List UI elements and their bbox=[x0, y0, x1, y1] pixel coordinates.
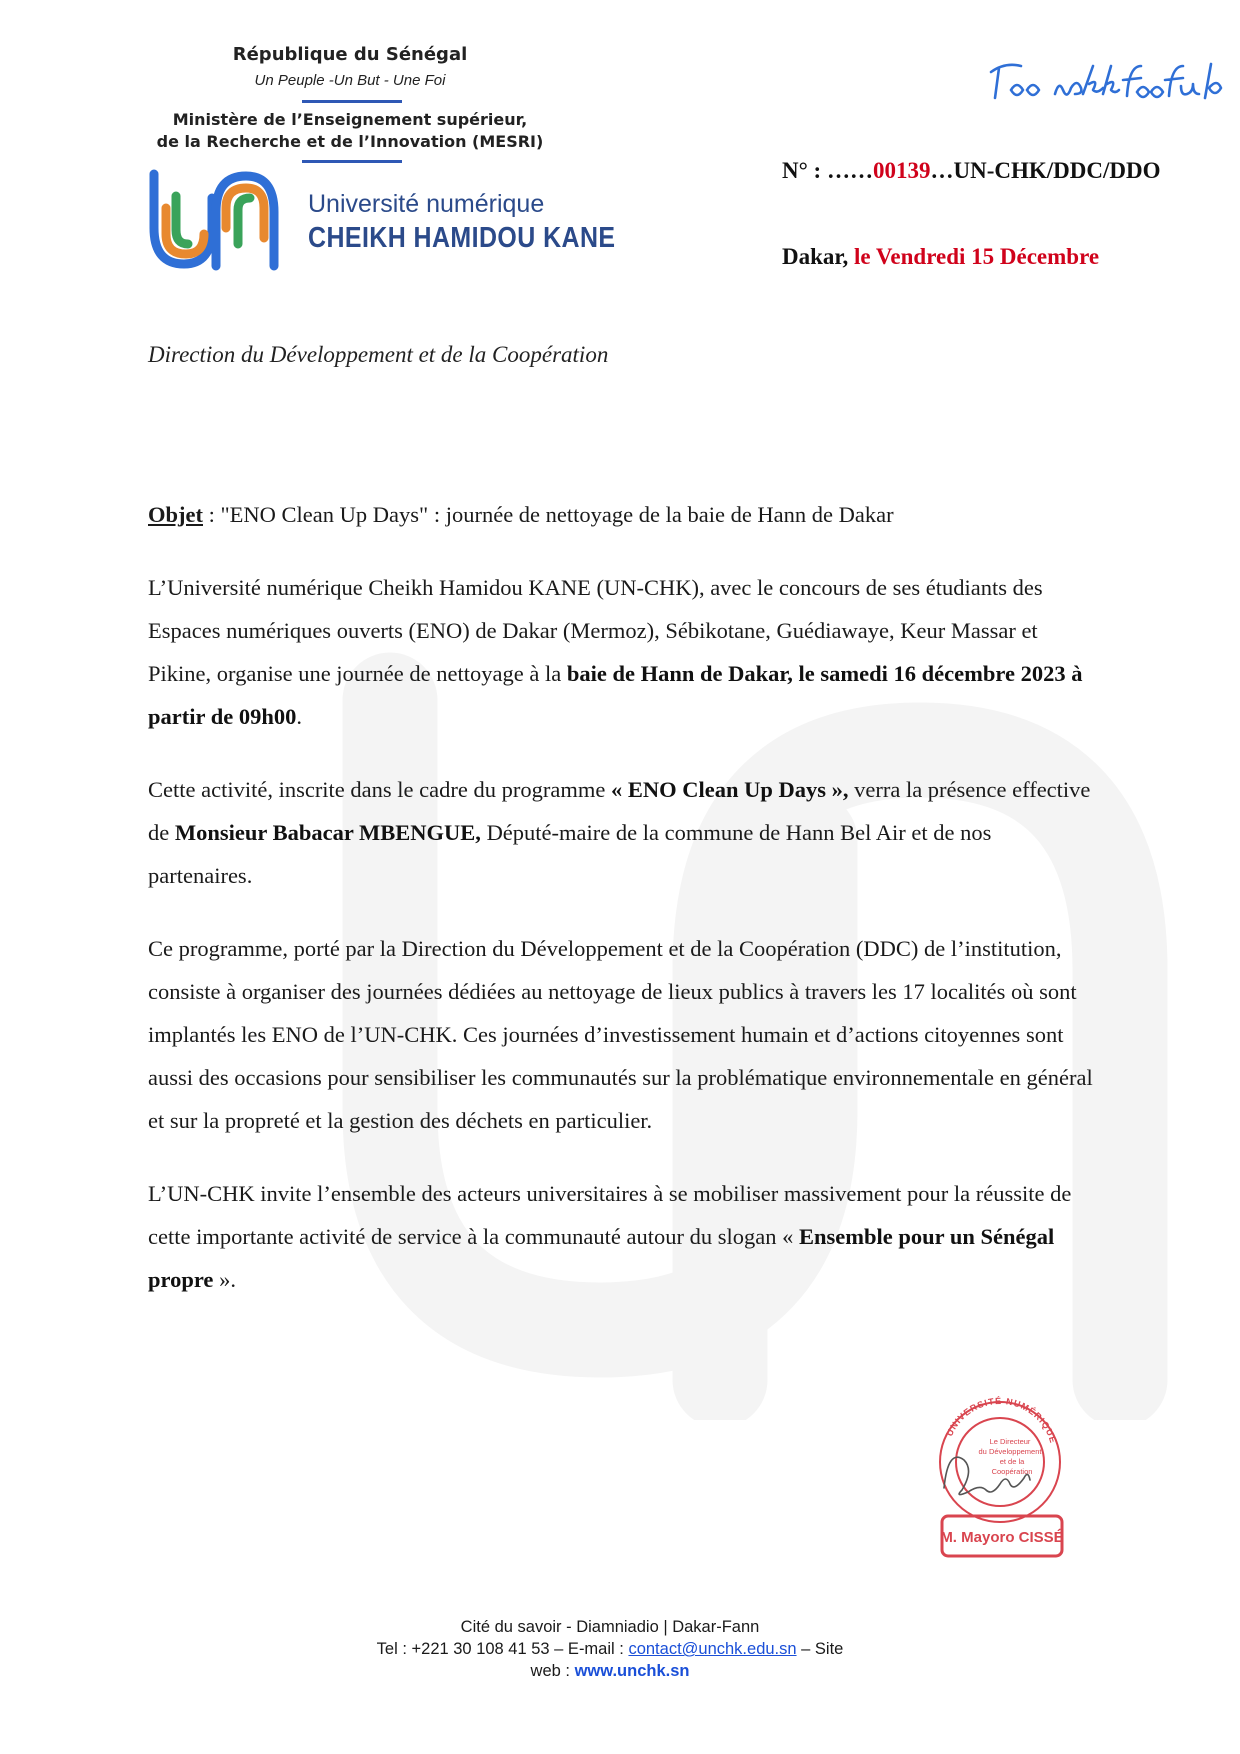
paragraph-4-end: ». bbox=[213, 1267, 236, 1292]
object-label: Objet bbox=[148, 502, 203, 527]
footer-phone: Tel : +221 30 108 41 53 – E-mail : bbox=[376, 1640, 629, 1658]
svg-text:Coopération: Coopération bbox=[991, 1467, 1033, 1476]
svg-text:du Développement: du Développement bbox=[978, 1447, 1042, 1456]
university-name-line-1: Université numérique bbox=[308, 190, 545, 218]
svg-text:UNIVERSITÉ NUMÉRIQUE: UNIVERSITÉ NUMÉRIQUE bbox=[944, 1395, 1059, 1445]
paragraph-2 bbox=[148, 768, 1098, 897]
footer-address: Cité du savoir - Diamniadio | Dakar-Fann bbox=[460, 1618, 760, 1636]
ministry-line-1: Ministère de l’Enseignement supérieur, bbox=[172, 110, 528, 129]
paragraph-3: Ce programme, porté par la Direction du Développement et de la Coopération (DDC) de l’institution, consiste à organiser des journées dédiées au nettoyage de lieux publics à travers les 17 localités où sont implantés les ENO de l’UN-CHK. Ces journées d’investissement humain et d’actions citoyennes sont aussi des occasions pour sensibiliser les communautés sur la problématique environnementale en général et sur la propreté et la gestion des déchets en particulier. bbox=[148, 936, 1093, 1133]
reference-number bbox=[782, 158, 1160, 184]
paragraph-1-end: . bbox=[296, 704, 302, 729]
reference-prefix: N° : …… bbox=[782, 158, 873, 183]
footer-email-link[interactable]: contact@unchk.edu.sn bbox=[628, 1640, 797, 1658]
letter-body bbox=[148, 493, 1098, 1331]
paragraph-1-highlight: baie de Hann de Dakar, le samedi 16 décembre 2023 à partir de 09h00 bbox=[148, 661, 1083, 729]
object-line bbox=[148, 493, 1098, 536]
university-logo-icon bbox=[146, 168, 282, 272]
slogan-signature-icon bbox=[985, 54, 1225, 114]
footer-website-link[interactable]: www.unchk.sn bbox=[574, 1662, 690, 1680]
ministry-line-2: de la Recherche et de l’Innovation (MESRI) bbox=[156, 132, 544, 151]
paragraph-4 bbox=[148, 1172, 1098, 1301]
paragraph-4-text: L’UN-CHK invite l’ensemble des acteurs universitaires à se mobiliser massivement pour la réussite de cette importante activité de service à la communauté autour du slogan « bbox=[148, 1181, 1072, 1249]
footer-web bbox=[300, 1660, 920, 1682]
divider-bottom bbox=[302, 160, 402, 163]
footer-web-label: web : bbox=[530, 1662, 575, 1680]
date-place: Dakar, bbox=[782, 244, 849, 269]
program-name: « ENO Clean Up Days », bbox=[610, 777, 849, 802]
paragraph-2-text-2: verra la présence effective de bbox=[148, 777, 1091, 845]
footer bbox=[300, 1616, 920, 1682]
reference-suffix: …UN-CHK/DDC/DDO bbox=[930, 158, 1161, 183]
republic-title: République du Sénégal bbox=[232, 44, 468, 65]
svg-text:M. Mayoro CISSÉ: M. Mayoro CISSÉ bbox=[940, 1529, 1064, 1546]
slogan-text: Ensemble pour un Sénégal propre bbox=[148, 1224, 1055, 1292]
reference-value: 00139 bbox=[872, 158, 931, 183]
republic-motto: Un Peuple -Un But - Une Foi bbox=[254, 72, 446, 89]
guest-name: Monsieur Babacar MBENGUE, bbox=[174, 820, 481, 845]
object-text: : "ENO Clean Up Days" : journée de nettoyage de la baie de Hann de Dakar bbox=[203, 502, 894, 527]
divider-top bbox=[302, 100, 402, 103]
sender-direction: Direction du Développement et de la Coopération bbox=[148, 342, 609, 367]
footer-site-label: – Site bbox=[796, 1640, 844, 1658]
university-name-line-2: CHEIKH HAMIDOU KANE bbox=[308, 222, 616, 254]
svg-text:et de la: et de la bbox=[999, 1457, 1025, 1466]
paragraph-2-text: Cette activité, inscrite dans le cadre du programme bbox=[148, 777, 611, 802]
date-value: le Vendredi 15 Décembre bbox=[854, 244, 1100, 269]
official-stamp-icon bbox=[930, 1392, 1070, 1562]
paragraph-2-text-3: Député-maire de la commune de Hann Bel Air et de nos partenaires. bbox=[148, 820, 992, 888]
footer-contact bbox=[300, 1638, 920, 1660]
letter-date bbox=[782, 244, 1099, 270]
svg-text:Le Directeur: Le Directeur bbox=[989, 1437, 1031, 1446]
paragraph-1-text: L’Université numérique Cheikh Hamidou KANE (UN-CHK), avec le concours de ses étudiants des Espaces numériques ouverts (ENO) de Dakar (Mermoz), Sébikotane, Guédiawaye, Keur Massar et Pikine, organise une journée de nettoyage à la bbox=[148, 575, 1043, 686]
paragraph-1 bbox=[148, 566, 1098, 738]
